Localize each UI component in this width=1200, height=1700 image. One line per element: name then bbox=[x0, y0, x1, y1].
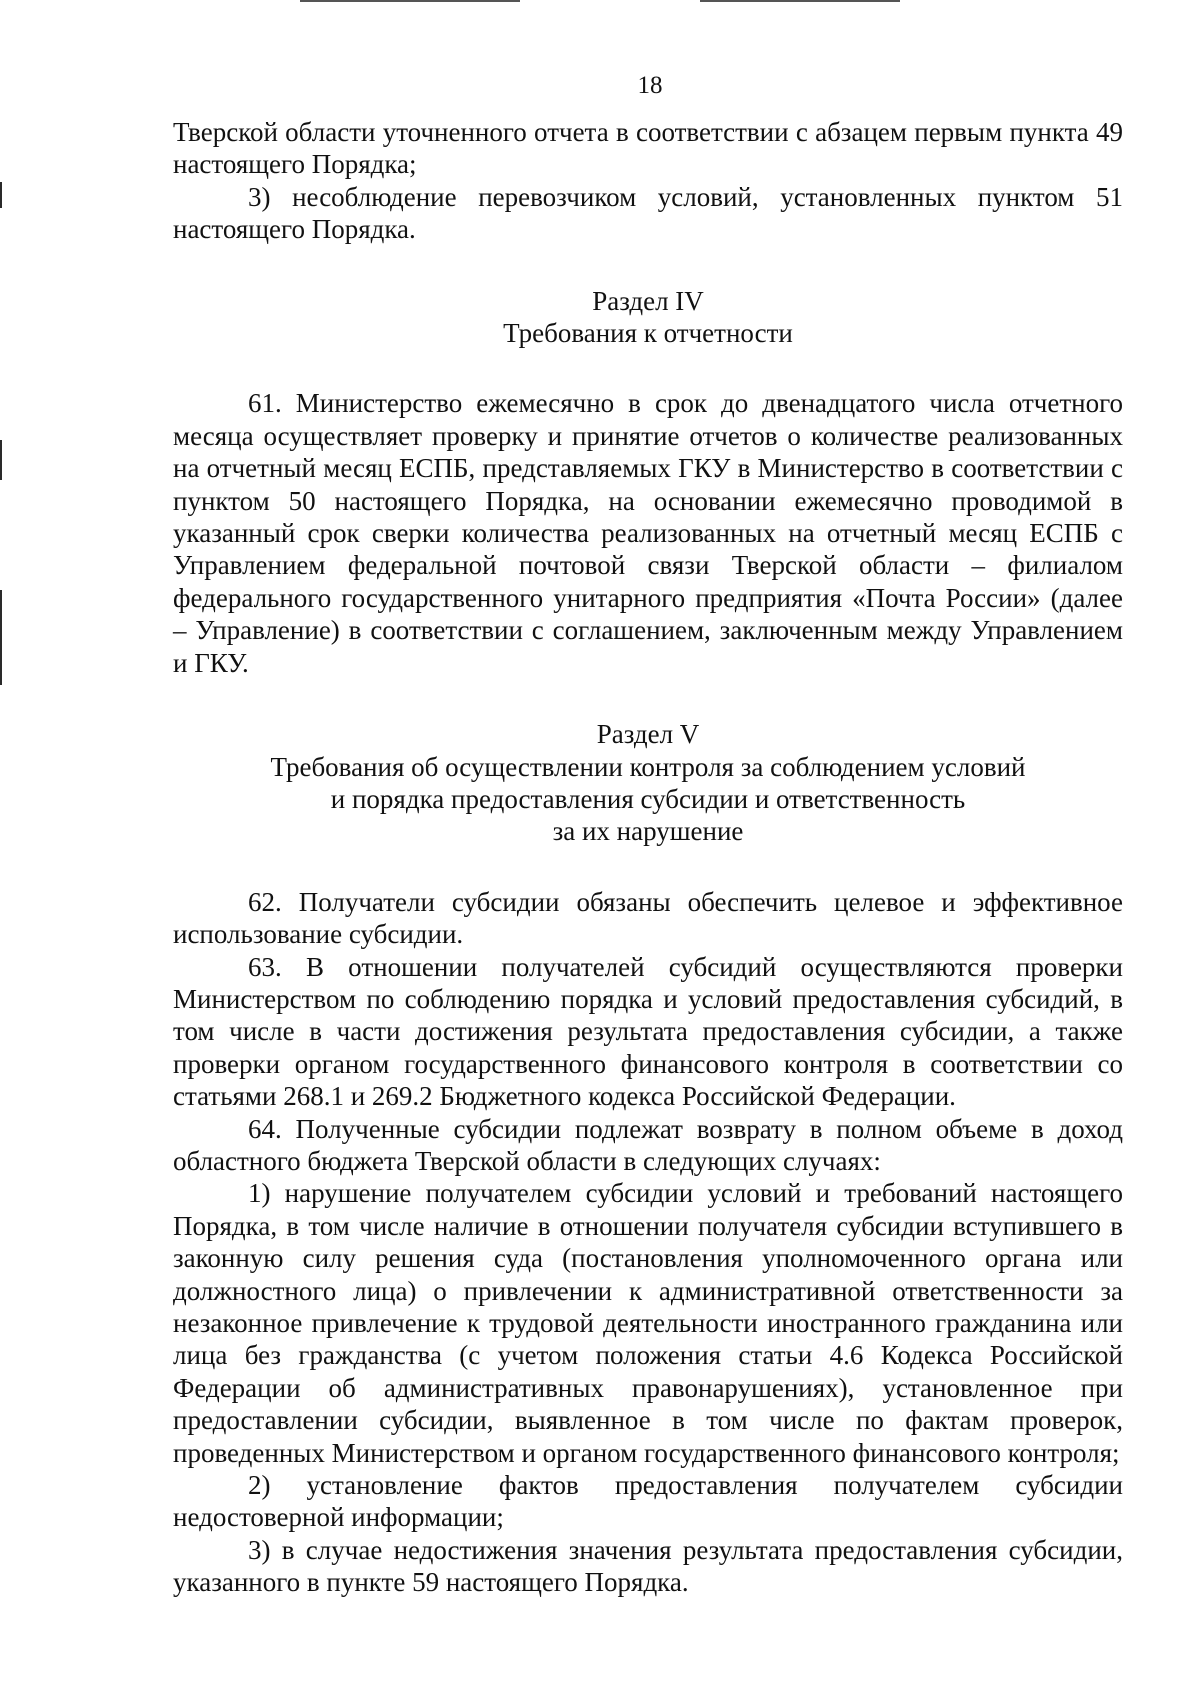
section-title: Раздел V bbox=[596, 719, 700, 750]
paragraph-64-item-2: 2) установление фактов предоставления получателем субсидии недостоверной информации; bbox=[173, 1470, 1123, 1533]
section-5-heading bbox=[173, 718, 1123, 848]
section-title: Раздел IV bbox=[592, 285, 704, 316]
paragraph-64-item-1: 1) нарушение получателем субсидии условий и требований настоящего Порядка, в том числе наличие в отношении получателя субсидии вступившего в законную силу решения суда (постановления уполномоченного органа или должностного лица) о привлечении к административной ответственности за незаконное привлечение к трудовой деятельности иностранного гражданина или лица без гражданства (с учетом положения статьи 4.6 Кодекса Российской Федерации об административных правонарушениях), установленное при предоставлении субсидии, выявленное в том числе по фактам проверок, проведенных Министерством и органом государственного финансового контроля; bbox=[173, 1178, 1123, 1468]
section-subtitle-line: за их нарушение bbox=[552, 816, 744, 847]
section-4-heading bbox=[173, 285, 1123, 350]
scan-edge-mark bbox=[700, 0, 900, 2]
paragraph-62: 62. Получатели субсидии обязаны обеспечить целевое и эффективное использование субсидии. bbox=[173, 886, 1123, 950]
section-subtitle-line: и порядка предоставления субсидии и ответственность bbox=[330, 783, 966, 814]
paragraph-61: 61. Министерство ежемесячно в срок до двенадцатого числа отчетного месяца осуществляет проверку и принятие отчетов о количестве реализованных на отчетный месяц ЕСПБ, представляемых ГКУ в Министерство в соответствии с пунктом 50 настоящего Порядка, на основании ежемесячно проводимой в указанный срок сверки количества реализованных на отчетный месяц ЕСПБ с Управлением федеральной почтовой связи Тверской области – филиалом федерального государственного унитарного предприятия «Почта России» (далее – Управление) в соответствии с соглашением, заключенным между Управлением и ГКУ. bbox=[173, 388, 1123, 678]
paragraph-item-3: 3) несоблюдение перевозчиком условий, установленных пунктом 51 настоящего Порядка. bbox=[173, 181, 1123, 245]
paragraph-64-item-3: 3) в случае недостижения значения результата предоставления субсидии, указанного в пункте 59 настоящего Порядка. bbox=[173, 1534, 1123, 1598]
scan-edge-mark bbox=[0, 590, 2, 685]
scan-edge-mark bbox=[0, 440, 2, 480]
scan-edge-mark bbox=[300, 0, 520, 2]
section-subtitle: Требования к отчетности bbox=[503, 318, 793, 349]
document-body bbox=[173, 116, 1123, 1599]
paragraph-63: 63. В отношении получателей субсидий осуществляются проверки Министерством по соблюдению порядка и условий предоставления субсидий, в том числе в части достижения результата предоставления субсидии, а также проверки органом государственного финансового контроля в соответствии со статьями 268.1 и 269.2 Бюджетного кодекса Российской Федерации. bbox=[173, 951, 1123, 1112]
scan-edge-mark bbox=[0, 182, 2, 208]
section-subtitle-line: Требования об осуществлении контроля за соблюдением условий bbox=[270, 751, 1026, 782]
paragraph-continuation: Тверской области уточненного отчета в соответствии с абзацем первым пункта 49 настоящего Порядка; bbox=[173, 117, 1123, 180]
paragraph-64: 64. Полученные субсидии подлежат возврату в полном объеме в доход областного бюджета Тверской области в следующих случаях: bbox=[173, 1113, 1123, 1176]
page-number: 18 bbox=[637, 72, 663, 99]
